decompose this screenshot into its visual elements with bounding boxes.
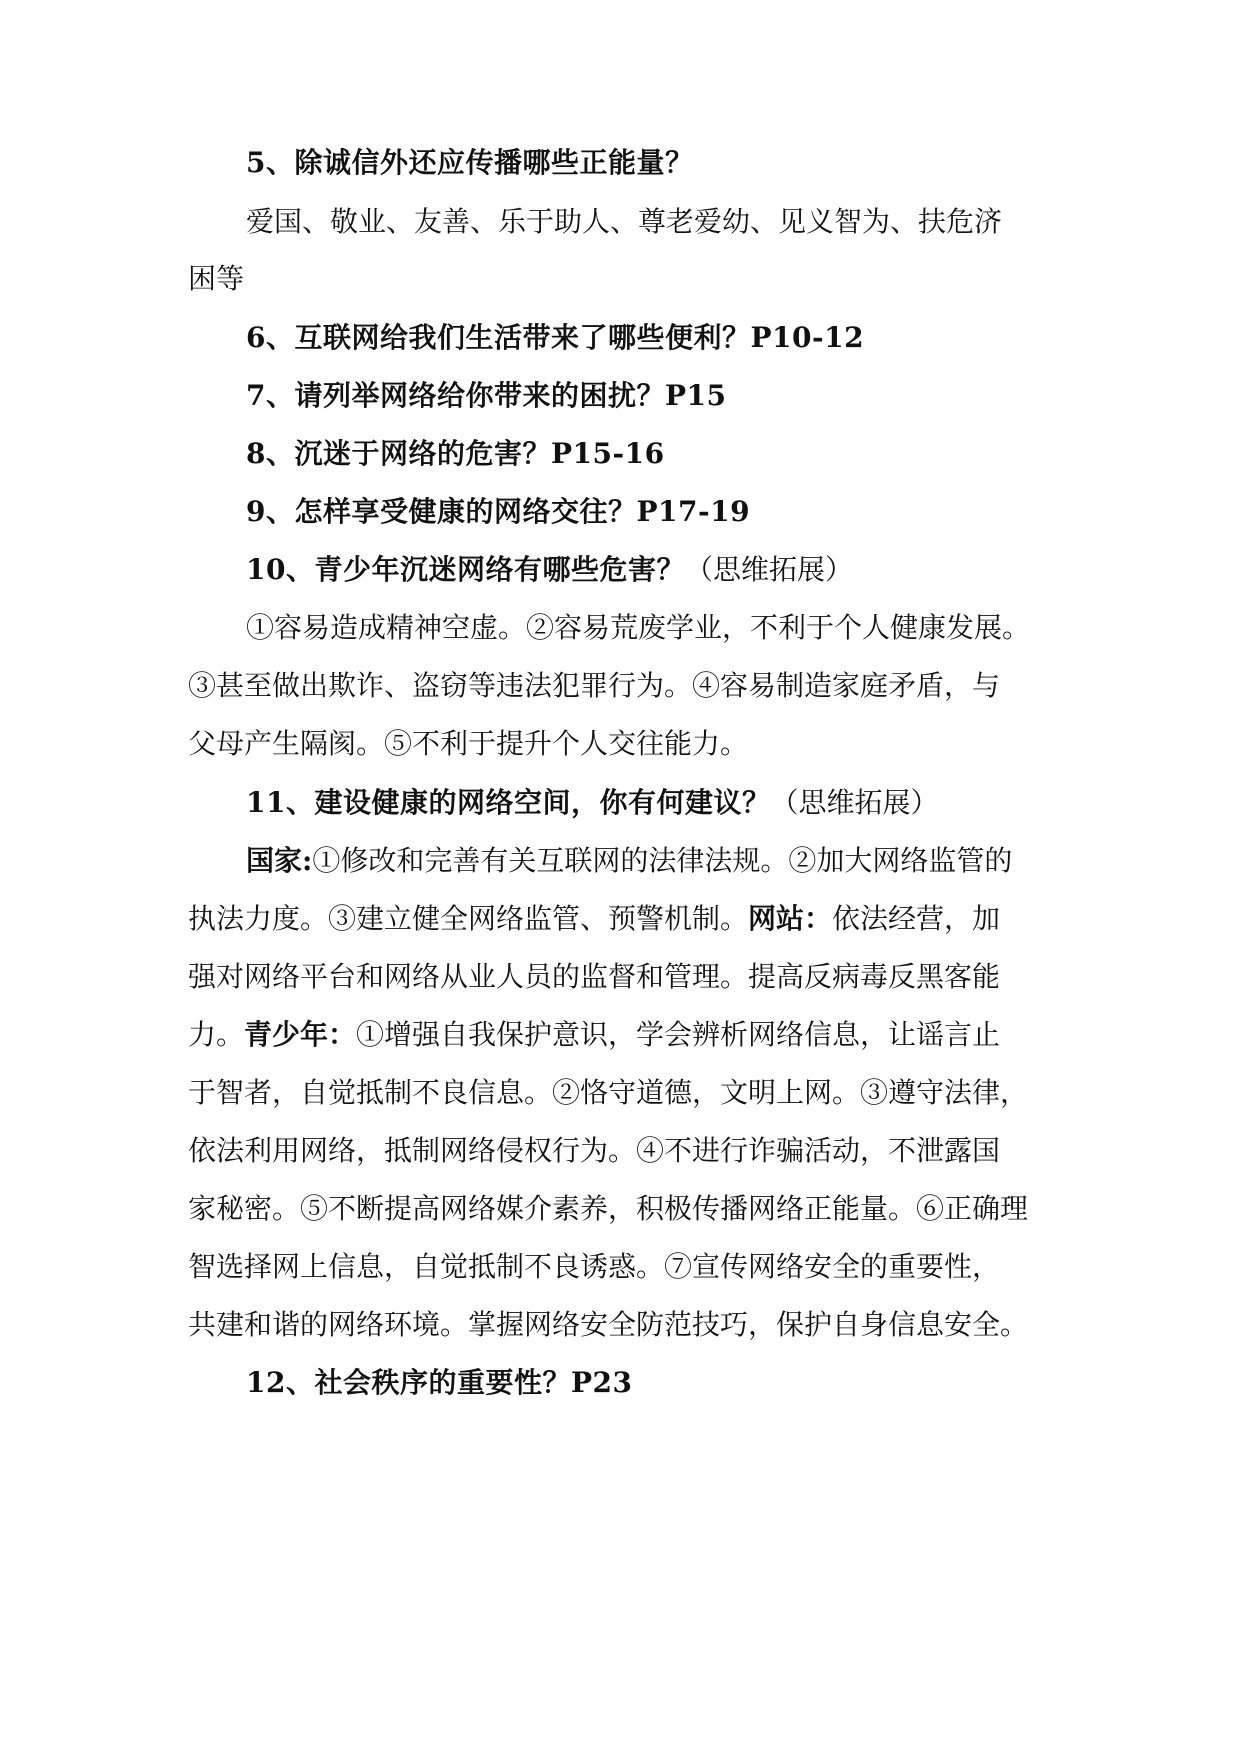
question-5: 5、除诚信外还应传播哪些正能量？ [246, 146, 694, 179]
answer-11-website-label: 网站： [748, 902, 833, 935]
answer-11-line-9: 共建和谐的网络环境。掌握网络安全防范技巧，保护自身信息安全。 [188, 1308, 1029, 1341]
answer-11-line-1 [0, 838, 1241, 884]
question-10 [0, 547, 1241, 593]
answer-11-national-label: 国家: [246, 844, 313, 877]
answer-11-line-5: 于智者，自觉抵制不良信息。②恪守道德，文明上网。③遵守法律， [188, 1076, 1029, 1109]
answer-11-line-7: 家秘密。⑤不断提高网络媒介素养，积极传播网络正能量。⑥正确理 [188, 1192, 1029, 1225]
answer-11-line-2 [0, 896, 1241, 942]
question-7: 7、请列举网络给你带来的困扰？P15 [246, 379, 727, 412]
answer-11-line-6: 依法利用网络，抵制网络侵权行为。④不进行诈骗活动，不泄露国 [188, 1134, 1001, 1167]
question-12: 12、社会秩序的重要性？P23 [246, 1366, 633, 1399]
question-10-text: 10、青少年沉迷网络有哪些危害？ [246, 553, 685, 586]
answer-11-line-2-text-2: 依法经营，加 [832, 902, 1001, 935]
question-11-note: （思维拓展） [770, 786, 939, 819]
answer-10-line-2: ③甚至做出欺诈、盗窃等违法犯罪行为。④容易制造家庭矛盾，与 [188, 669, 1001, 702]
answer-11-line-4 [0, 1012, 1241, 1058]
answer-10-line-1: ①容易造成精神空虚。②容易荒废学业，不利于个人健康发展。 [246, 611, 1031, 644]
answer-11-line-3: 强对网络平台和网络从业人员的监督和管理。提高反病毒反黑客能 [188, 960, 1001, 993]
answer-11-line-4-text: 力。 [188, 1018, 245, 1051]
question-6: 6、互联网给我们生活带来了哪些便利？P10-12 [246, 321, 865, 354]
answer-11-line-8: 智选择网上信息，自觉抵制不良诱惑。⑦宣传网络安全的重要性， [188, 1250, 1001, 1283]
question-9: 9、怎样享受健康的网络交往？P17-19 [246, 495, 751, 528]
answer-5-line-1: 爱国、敬业、友善、乐于助人、尊老爱幼、见义智为、扶危济 [246, 205, 1003, 238]
answer-11-line-4-text-2: ①增强自我保护意识，学会辨析网络信息，让谣言止 [356, 1018, 1001, 1051]
answer-10-line-3: 父母产生隔阂。⑤不利于提升个人交往能力。 [188, 727, 749, 760]
question-10-note: （思维拓展） [684, 553, 853, 586]
question-11-text: 11、建设健康的网络空间，你有何建议？ [246, 786, 771, 819]
question-8: 8、沉迷于网络的危害？P15-16 [246, 437, 665, 470]
answer-11-line-2-text: 执法力度。③建立健全网络监管、预警机制。 [188, 902, 749, 935]
question-11 [0, 780, 1241, 826]
answer-11-line-1-text: ①修改和完善有关互联网的法律法规。②加大网络监管的 [312, 844, 1013, 877]
answer-5-line-2: 困等 [188, 262, 245, 295]
answer-11-youth-label: 青少年： [244, 1018, 357, 1051]
